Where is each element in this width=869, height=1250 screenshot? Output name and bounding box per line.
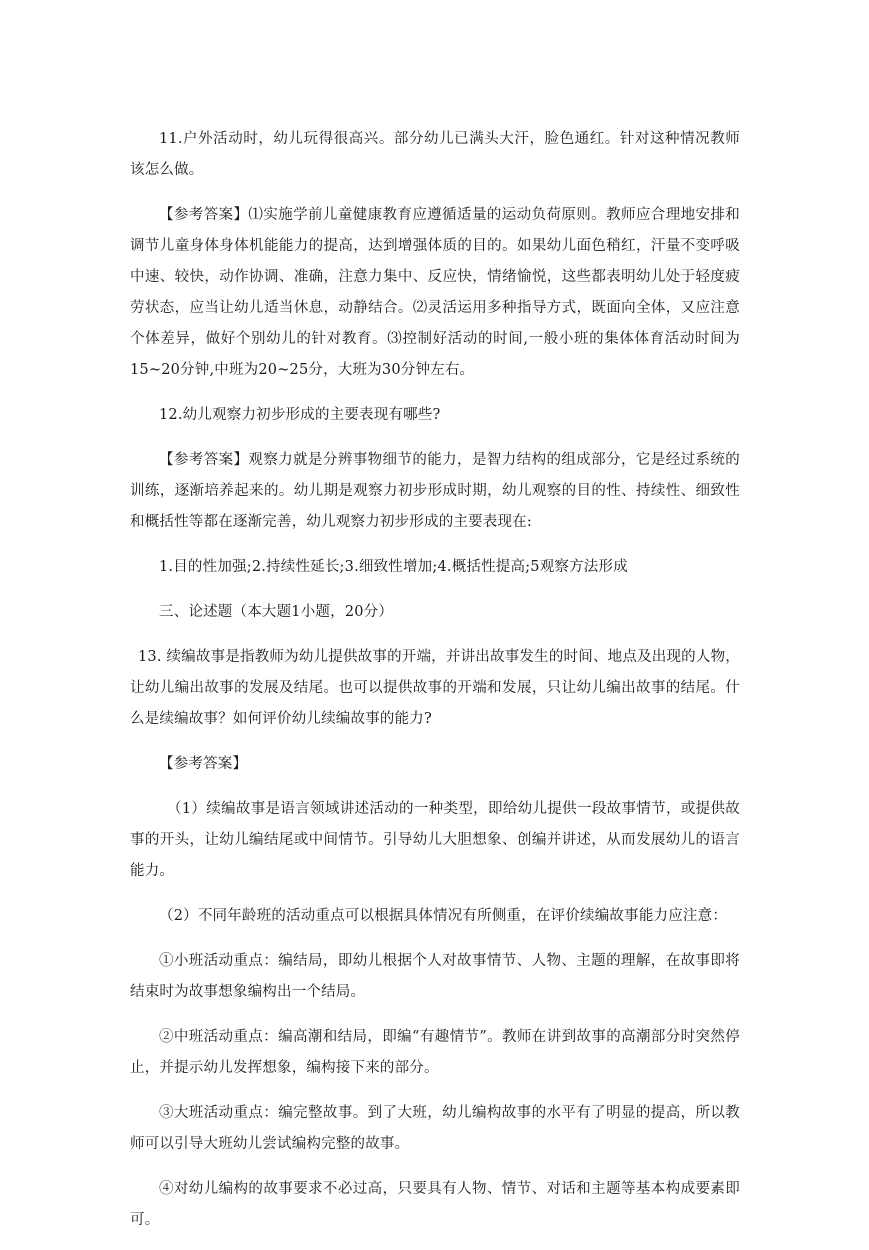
question-12: 12.幼儿观察力初步形成的主要表现有哪些?: [159, 407, 441, 423]
document-body: [130, 124, 740, 1250]
answer-13-item-1: ①小班活动重点：编结局，即幼儿根据个人对故事情节、人物、主题的理解，在故事即将结束时为故事想象编构出一个结局。: [130, 953, 740, 1000]
answer-11: 【参考答案】⑴实施学前儿童健康教育应遵循适量的运动负荷原则。教师应合理地安排和调节儿童身体身体机能能力的提高，达到增强体质的目的。如果幼儿面色稍红，汗量不变呼吸中速、较快，动作协调、准确，注意力集中、反应快，情绪愉悦，这些都表明幼儿处于轻度疲劳状态，应当让幼儿适当休息，动静结合。⑵灵活运用多种指导方式，既面向全体，又应注意个体差异，做好个别幼儿的针对教育。⑶控制好活动的时间,一般小班的集体体育活动时间为15~20分钟,中班为20~25分，大班为30分钟左右。: [130, 207, 740, 378]
answer-13-item-2: ②中班活动重点：编高潮和结局，即编“有趣情节”。教师在讲到故事的高潮部分时突然停止，并提示幼儿发挥想象，编构接下来的部分。: [130, 1029, 740, 1076]
answer-12: 【参考答案】观察力就是分辨事物细节的能力，是智力结构的组成部分，它是经过系统的训练，逐渐培养起来的。幼儿期是观察力初步形成时期，幼儿观察的目的性、持续性、细致性和概括性等都在逐渐完善，幼儿观察力初步形成的主要表现在:: [130, 452, 740, 530]
answer-13-item-4: ④对幼儿编构的故事要求不必过高，只要具有人物、情节、对话和主题等基本构成要素即可。: [130, 1181, 740, 1228]
answer-12-list: 1.目的性加强;2.持续性延长;3.细致性增加;4.概括性提高;5观察方法形成: [159, 559, 628, 575]
question-13: 13. 续编故事是指教师为幼儿提供故事的开端，并讲出故事发生的时间、地点及出现的人物，让幼儿编出故事的发展及结尾。也可以提供故事的开端和发展，只让幼儿编出故事的结尾。什么是续编故事？如何评价幼儿续编故事的能力?: [130, 649, 740, 727]
question-11: 11.户外活动时，幼儿玩得很高兴。部分幼儿已满头大汗，脸色通红。针对这种情况教师该怎么做。: [130, 131, 740, 178]
answer-13-part-1: （1）续编故事是语言领域讲述活动的一种类型，即给幼儿提供一段故事情节，或提供故事的开头，让幼儿编结尾或中间情节。引导幼儿大胆想象、创编并讲述，从而发展幼儿的语言能力。: [130, 801, 740, 879]
section-heading: 三、论述题（本大题1小题，20分）: [159, 604, 394, 620]
answer-13-item-3: ③大班活动重点：编完整故事。到了大班，幼儿编构故事的水平有了明显的提高，所以教师可以引导大班幼儿尝试编构完整的故事。: [130, 1105, 740, 1152]
answer-13-part-2: （2）不同年龄班的活动重点可以根据具体情况有所侧重，在评价续编故事能力应注意：: [159, 908, 728, 924]
answer-13-label: 【参考答案】: [159, 756, 248, 772]
